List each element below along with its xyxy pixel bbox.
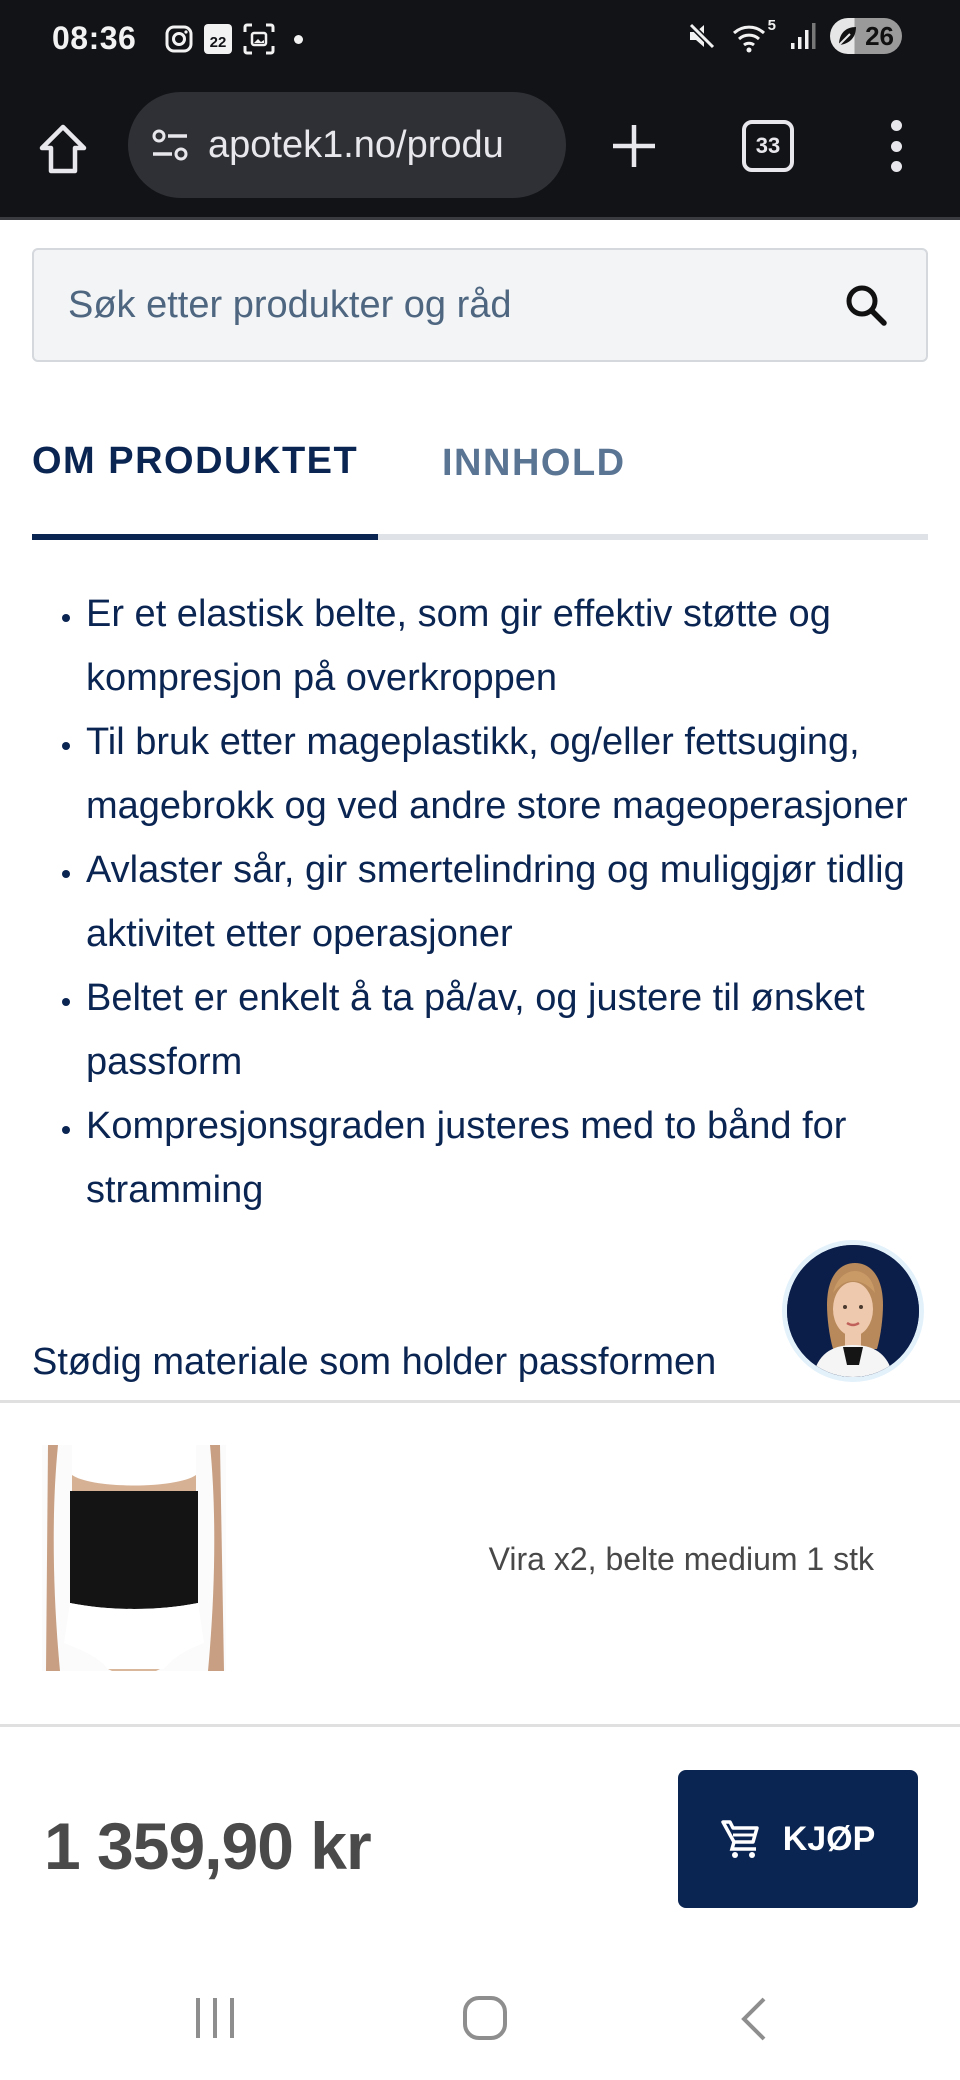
tab-switcher-button[interactable] — [742, 120, 794, 172]
sticky-product-summary — [0, 1403, 960, 1723]
product-tabs — [32, 430, 928, 540]
browser-chrome — [0, 0, 960, 220]
product-name: Vira x2, belte medium 1 stk — [488, 1541, 874, 1577]
product-price: 1 359,90 kr — [44, 1809, 371, 1883]
back-nav-icon[interactable] — [738, 1996, 768, 2042]
dot-icon — [294, 35, 303, 44]
status-time: 08:36 — [52, 20, 137, 56]
search-icon — [843, 282, 889, 328]
home-icon — [38, 123, 88, 175]
search-input[interactable] — [68, 284, 840, 327]
shopping-cart-icon — [721, 1818, 761, 1860]
feature-item: Til bruk etter mageplastikk, og/eller fettsuging, magebrokk og ved andre store mageoperasjoner — [32, 710, 932, 838]
menu-dot-icon — [891, 161, 902, 172]
mute-icon — [686, 20, 718, 52]
buy-bar-divider — [0, 1724, 960, 1727]
buy-bar — [0, 1728, 960, 1960]
menu-dot-icon — [891, 120, 902, 131]
tab-innhold[interactable]: INNHOLD — [442, 442, 626, 484]
system-icons — [686, 18, 902, 54]
recents-bar-icon — [213, 1998, 217, 2038]
feature-item: Er et elastisk belte, som gir effektiv støtte og kompresjon på overkroppen — [32, 582, 932, 710]
tab-om-produktet[interactable]: OM PRODUKTET — [32, 440, 359, 482]
browser-toolbar — [0, 92, 960, 202]
home-button[interactable] — [34, 120, 92, 178]
instagram-icon — [164, 24, 194, 54]
description-paragraph: Stødig materiale som holder passformen — [32, 1341, 717, 1383]
site-settings-icon — [150, 127, 190, 163]
screenshot-icon — [242, 22, 276, 56]
status-bar — [0, 0, 960, 80]
recent-apps-button[interactable] — [196, 1998, 234, 2038]
feature-item: Avlaster sår, gir smertelindring og muliggjør tidlig aktivitet etter operasjoner — [32, 838, 932, 966]
browser-menu-button[interactable] — [880, 116, 912, 176]
belt-product-photo-icon — [42, 1445, 226, 1671]
search-box — [32, 248, 928, 362]
power-saving-leaf-icon — [836, 24, 858, 48]
url-text: apotek1.no/produ — [208, 123, 504, 166]
active-tab-indicator — [32, 534, 378, 540]
menu-dot-icon — [891, 141, 902, 152]
buy-button[interactable] — [678, 1770, 918, 1908]
calendar-icon — [204, 24, 232, 54]
buy-button-label: KJØP — [782, 1819, 876, 1858]
recents-bar-icon — [196, 1998, 200, 2038]
product-description — [32, 582, 932, 1222]
recents-bar-icon — [230, 1998, 234, 2038]
signal-icon — [790, 21, 816, 51]
system-navigation-bar — [0, 1960, 960, 2080]
battery-indicator — [830, 18, 902, 54]
product-image — [42, 1445, 226, 1671]
wifi-icon — [732, 19, 776, 53]
home-nav-button[interactable] — [463, 1996, 507, 2040]
notification-icons — [164, 22, 303, 56]
plus-icon — [611, 123, 657, 169]
wifi-band-label: 5 — [767, 17, 776, 34]
chat-assistant-avatar[interactable] — [782, 1240, 924, 1382]
address-bar[interactable] — [128, 92, 566, 198]
tab-count: 33 — [755, 133, 781, 158]
feature-item: Kompresjonsgraden justeres med to bånd for stramming — [32, 1094, 932, 1222]
feature-item: Beltet er enkelt å ta på/av, og justere til ønsket passform — [32, 966, 932, 1094]
pharmacist-portrait-icon — [787, 1245, 919, 1377]
new-tab-button[interactable] — [604, 116, 664, 176]
search-button[interactable] — [840, 279, 892, 331]
battery-level: 26 — [865, 20, 894, 51]
calendar-day: 22 — [209, 34, 227, 51]
feature-list — [32, 582, 932, 1222]
